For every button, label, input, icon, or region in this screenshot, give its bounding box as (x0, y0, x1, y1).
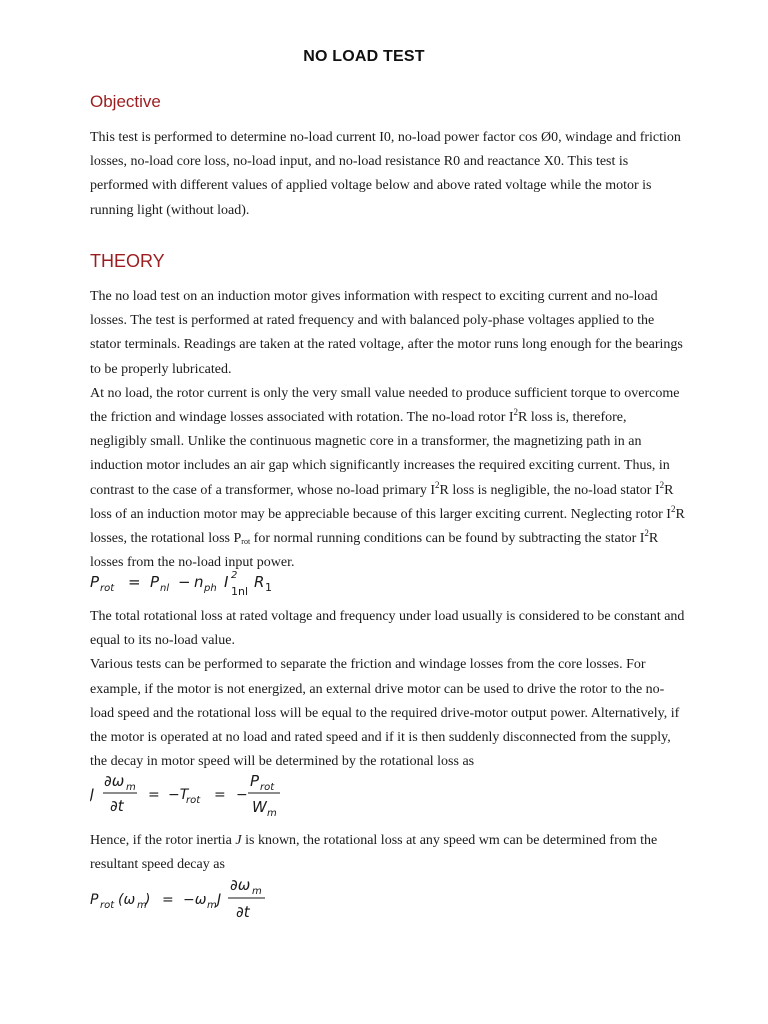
eq-subscript: m (267, 808, 277, 819)
text-line: losses from the no-load input power. (90, 555, 295, 571)
eq-symbol: I (224, 573, 229, 591)
text-run: R (675, 506, 685, 522)
text-run: losses, the rotational loss P (90, 531, 242, 547)
eq-operator: − (178, 573, 191, 591)
superscript: 2 (659, 479, 665, 490)
eq-subscript: 1 (265, 581, 272, 594)
eq-symbol: (ω (118, 892, 136, 908)
text-line: losses, no-load core loss, no-load input, and no-load resistance R0 and reactance X0. This test is (90, 154, 629, 170)
eq-subscript: rot (100, 583, 115, 594)
text-line (90, 527, 690, 551)
superscript: 2 (644, 528, 649, 539)
text-line: performed with different values of applied voltage below and above rated voltage while the motor is (90, 178, 652, 194)
eq-symbol: J (90, 787, 95, 803)
eq-denominator: W (252, 798, 267, 816)
text-line: resultant speed decay as (90, 857, 225, 873)
text-line: The total rotational loss at rated voltage and frequency under load usually is considered to be constant and (90, 609, 685, 624)
page-title: NO LOAD TEST (303, 48, 425, 65)
eq-subscript: m (252, 886, 262, 897)
text-line (90, 829, 690, 853)
eq-numerator: ∂ω (104, 772, 125, 790)
eq-operator: − (236, 787, 248, 803)
text-run: loss of an induction motor may be appreciable because of this larger exciting current. Neglecting rotor I (90, 506, 671, 522)
eq-symbol: P (150, 573, 160, 591)
text-line: the motor is operated at no load and rated speed and if it is then suddenly disconnected from the supply, (90, 730, 671, 746)
objective-heading: Objective (90, 92, 161, 111)
text-run: R (648, 531, 659, 547)
text-run: R loss is negligible, the no-load stator I (439, 482, 660, 498)
text-line: losses. The test is performed at rated frequency and with balanced poly-phase voltages applied to the (90, 313, 655, 329)
eq-symbol: P (90, 892, 99, 908)
eq-symbol: J (217, 892, 222, 908)
text-run: the friction and windage losses associated with rotation. The no-load rotor I (90, 410, 514, 426)
eq-symbol: P (90, 573, 100, 591)
text-line: negligibly small. Unlike the continuous magnetic core in a transformer, the magnetizing path in an (90, 434, 642, 450)
eq-denominator: ∂t (236, 903, 250, 921)
eq-symbol: −T (168, 787, 189, 803)
theory-paragraph-3 (90, 829, 690, 877)
eq-symbol: −ω (183, 892, 207, 908)
eq-subscript: rot (186, 795, 201, 806)
eq-subscript: m (137, 900, 147, 911)
eq-symbol: R (254, 573, 265, 591)
superscript: 2 (670, 503, 676, 514)
text-line: The no load test on an induction motor gives information with respect to exciting current and no-load (90, 289, 658, 304)
eq-subscript: ph (204, 583, 217, 594)
text-line: equal to its no-load value. (90, 633, 236, 649)
theory-paragraph-2 (90, 605, 690, 774)
text-line: At no load, the rotor current is only the very small value needed to produce sufficient torque to overcome (90, 385, 680, 401)
equation-speed-decay (90, 768, 290, 820)
equation-rotational-loss (90, 568, 320, 598)
eq-operator: = (162, 892, 174, 908)
text-run: is known, the rotational loss at any speed wm can be determined from the (241, 833, 658, 848)
text-run: contrast to the case of a transformer, whose no-load primary I (90, 482, 436, 498)
text-line (90, 479, 690, 503)
text-line: to be properly lubricated. (90, 361, 232, 377)
text-line: Various tests can be performed to separate the friction and windage losses from the core losses. For (90, 657, 646, 673)
eq-subscript: m (207, 900, 217, 911)
eq-symbol: ) (145, 892, 151, 908)
eq-numerator: ∂ω (230, 876, 251, 894)
eq-operator: = (148, 787, 160, 803)
text-run: for normal running conditions can be found by subtracting the stator I (250, 531, 645, 547)
text-line (90, 406, 690, 430)
eq-subscript: rot (100, 900, 115, 911)
objective-paragraph (90, 126, 690, 223)
text-run: R loss is, therefore, (518, 410, 627, 426)
text-line: This test is performed to determine no-load current I0, no-load power factor cos Ø0, windage and friction (90, 130, 681, 145)
eq-subscript: rot (260, 782, 275, 793)
text-run: Hence, if the rotor inertia (90, 833, 236, 848)
text-run: R (664, 482, 674, 498)
text-line: the decay in motor speed will be determined by the rotational loss as (90, 754, 475, 770)
superscript: 2 (435, 479, 440, 490)
inertia-symbol: J (235, 833, 242, 848)
text-line: example, if the motor is not energized, an external drive motor can be used to drive the rotor to the no- (90, 681, 665, 697)
eq-superscript: 2 (231, 570, 238, 581)
subscript: rot (241, 537, 251, 547)
text-line (90, 503, 690, 527)
text-line: running light (without load). (90, 202, 250, 218)
text-line: stator terminals. Readings are taken at the rated voltage, after the motor runs long enough for the bearings (90, 337, 683, 353)
eq-subscript: 1nl (231, 585, 249, 598)
superscript: 2 (513, 407, 519, 418)
eq-numerator: P (250, 772, 260, 790)
eq-denominator: ∂t (110, 797, 124, 815)
text-line: induction motor includes an air gap which significantly increases the required exciting current. Thus, in (90, 458, 670, 474)
equation-rotational-loss-speed (90, 872, 290, 924)
eq-subscript: nl (160, 583, 170, 594)
eq-symbol: n (194, 573, 204, 591)
theory-paragraph-1 (90, 285, 690, 575)
eq-operator: = (128, 573, 141, 591)
text-line: load speed and the rotational loss will be equal to the required drive-motor output power. Alternatively, if (90, 705, 680, 721)
eq-subscript: m (126, 782, 136, 793)
theory-heading: THEORY (90, 251, 165, 271)
eq-operator: = (214, 787, 226, 803)
